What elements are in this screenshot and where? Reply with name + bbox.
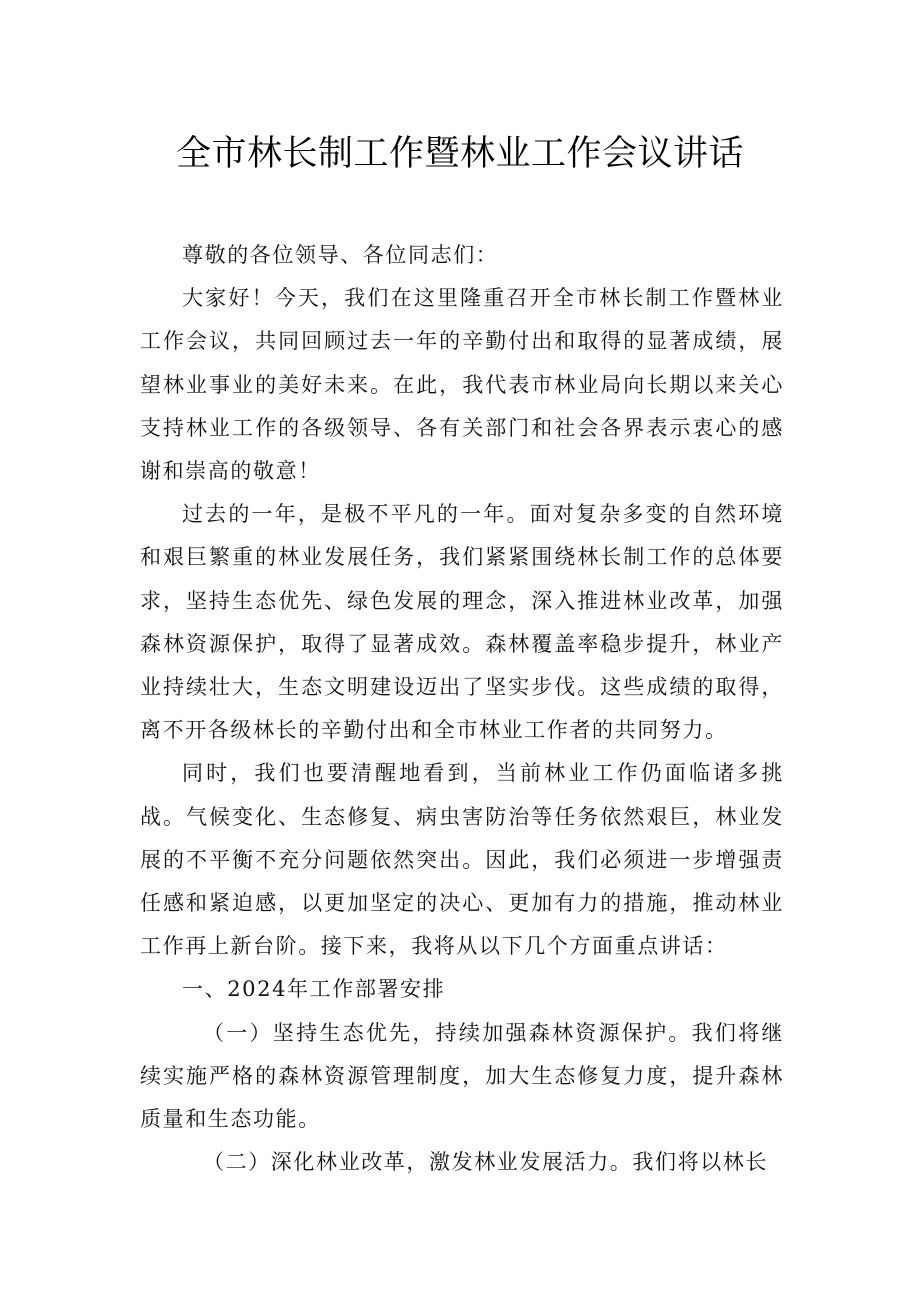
paragraph-greeting: 大家好！今天，我们在这里隆重召开全市林长制工作暨林业工作会议，共同回顾过去一年的辛勤付出和取得的显著成绩，展望林业事业的美好未来。在此，我代表市林业局向长期以来关心支持林业工作的各级领导、各有关部门和社会各界表示衷心的感谢和崇高的敬意！ xyxy=(140,286,784,484)
subsection-2: （二）深化林业改革，激发林业发展活力。我们将以林长 xyxy=(203,1150,768,1175)
document-title: 全市林长制工作暨林业工作会议讲话 xyxy=(175,134,744,174)
subsection-1: （一）坚持生态优先，持续加强森林资源保护。我们将继续实施严格的森林资源管理制度，加大生态修复力度，提升森林质量和生态功能。 xyxy=(140,1020,784,1132)
paragraph-review: 过去的一年，是极不平凡的一年。面对复杂多变的自然环境和艰巨繁重的林业发展任务，我们紧紧围绕林长制工作的总体要求，坚持生态优先、绿色发展的理念，深入推进林业改革，加强森林资源保护，取得了显著成效。森林覆盖率稳步提升，林业产业持续壮大，生态文明建设迈出了坚实步伐。这些成绩的取得，离不开各级林长的辛勤付出和全市林业工作者的共同努力。 xyxy=(140,502,784,743)
document-body xyxy=(140,234,784,1184)
salutation: 尊敬的各位领导、各位同志们： xyxy=(182,243,499,267)
section-heading: 一、2024年工作部署安排 xyxy=(182,977,446,1002)
paragraph-challenges: 同时，我们也要清醒地看到，当前林业工作仍面临诸多挑战。气候变化、生态修复、病虫害防治等任务依然艰巨，林业发展的不平衡不充分问题依然突出。因此，我们必须进一步增强责任感和紧迫感，以更加坚定的决心、更加有力的措施，推动林业工作再上新台阶。接下来，我将从以下几个方面重点讲话： xyxy=(140,761,784,959)
